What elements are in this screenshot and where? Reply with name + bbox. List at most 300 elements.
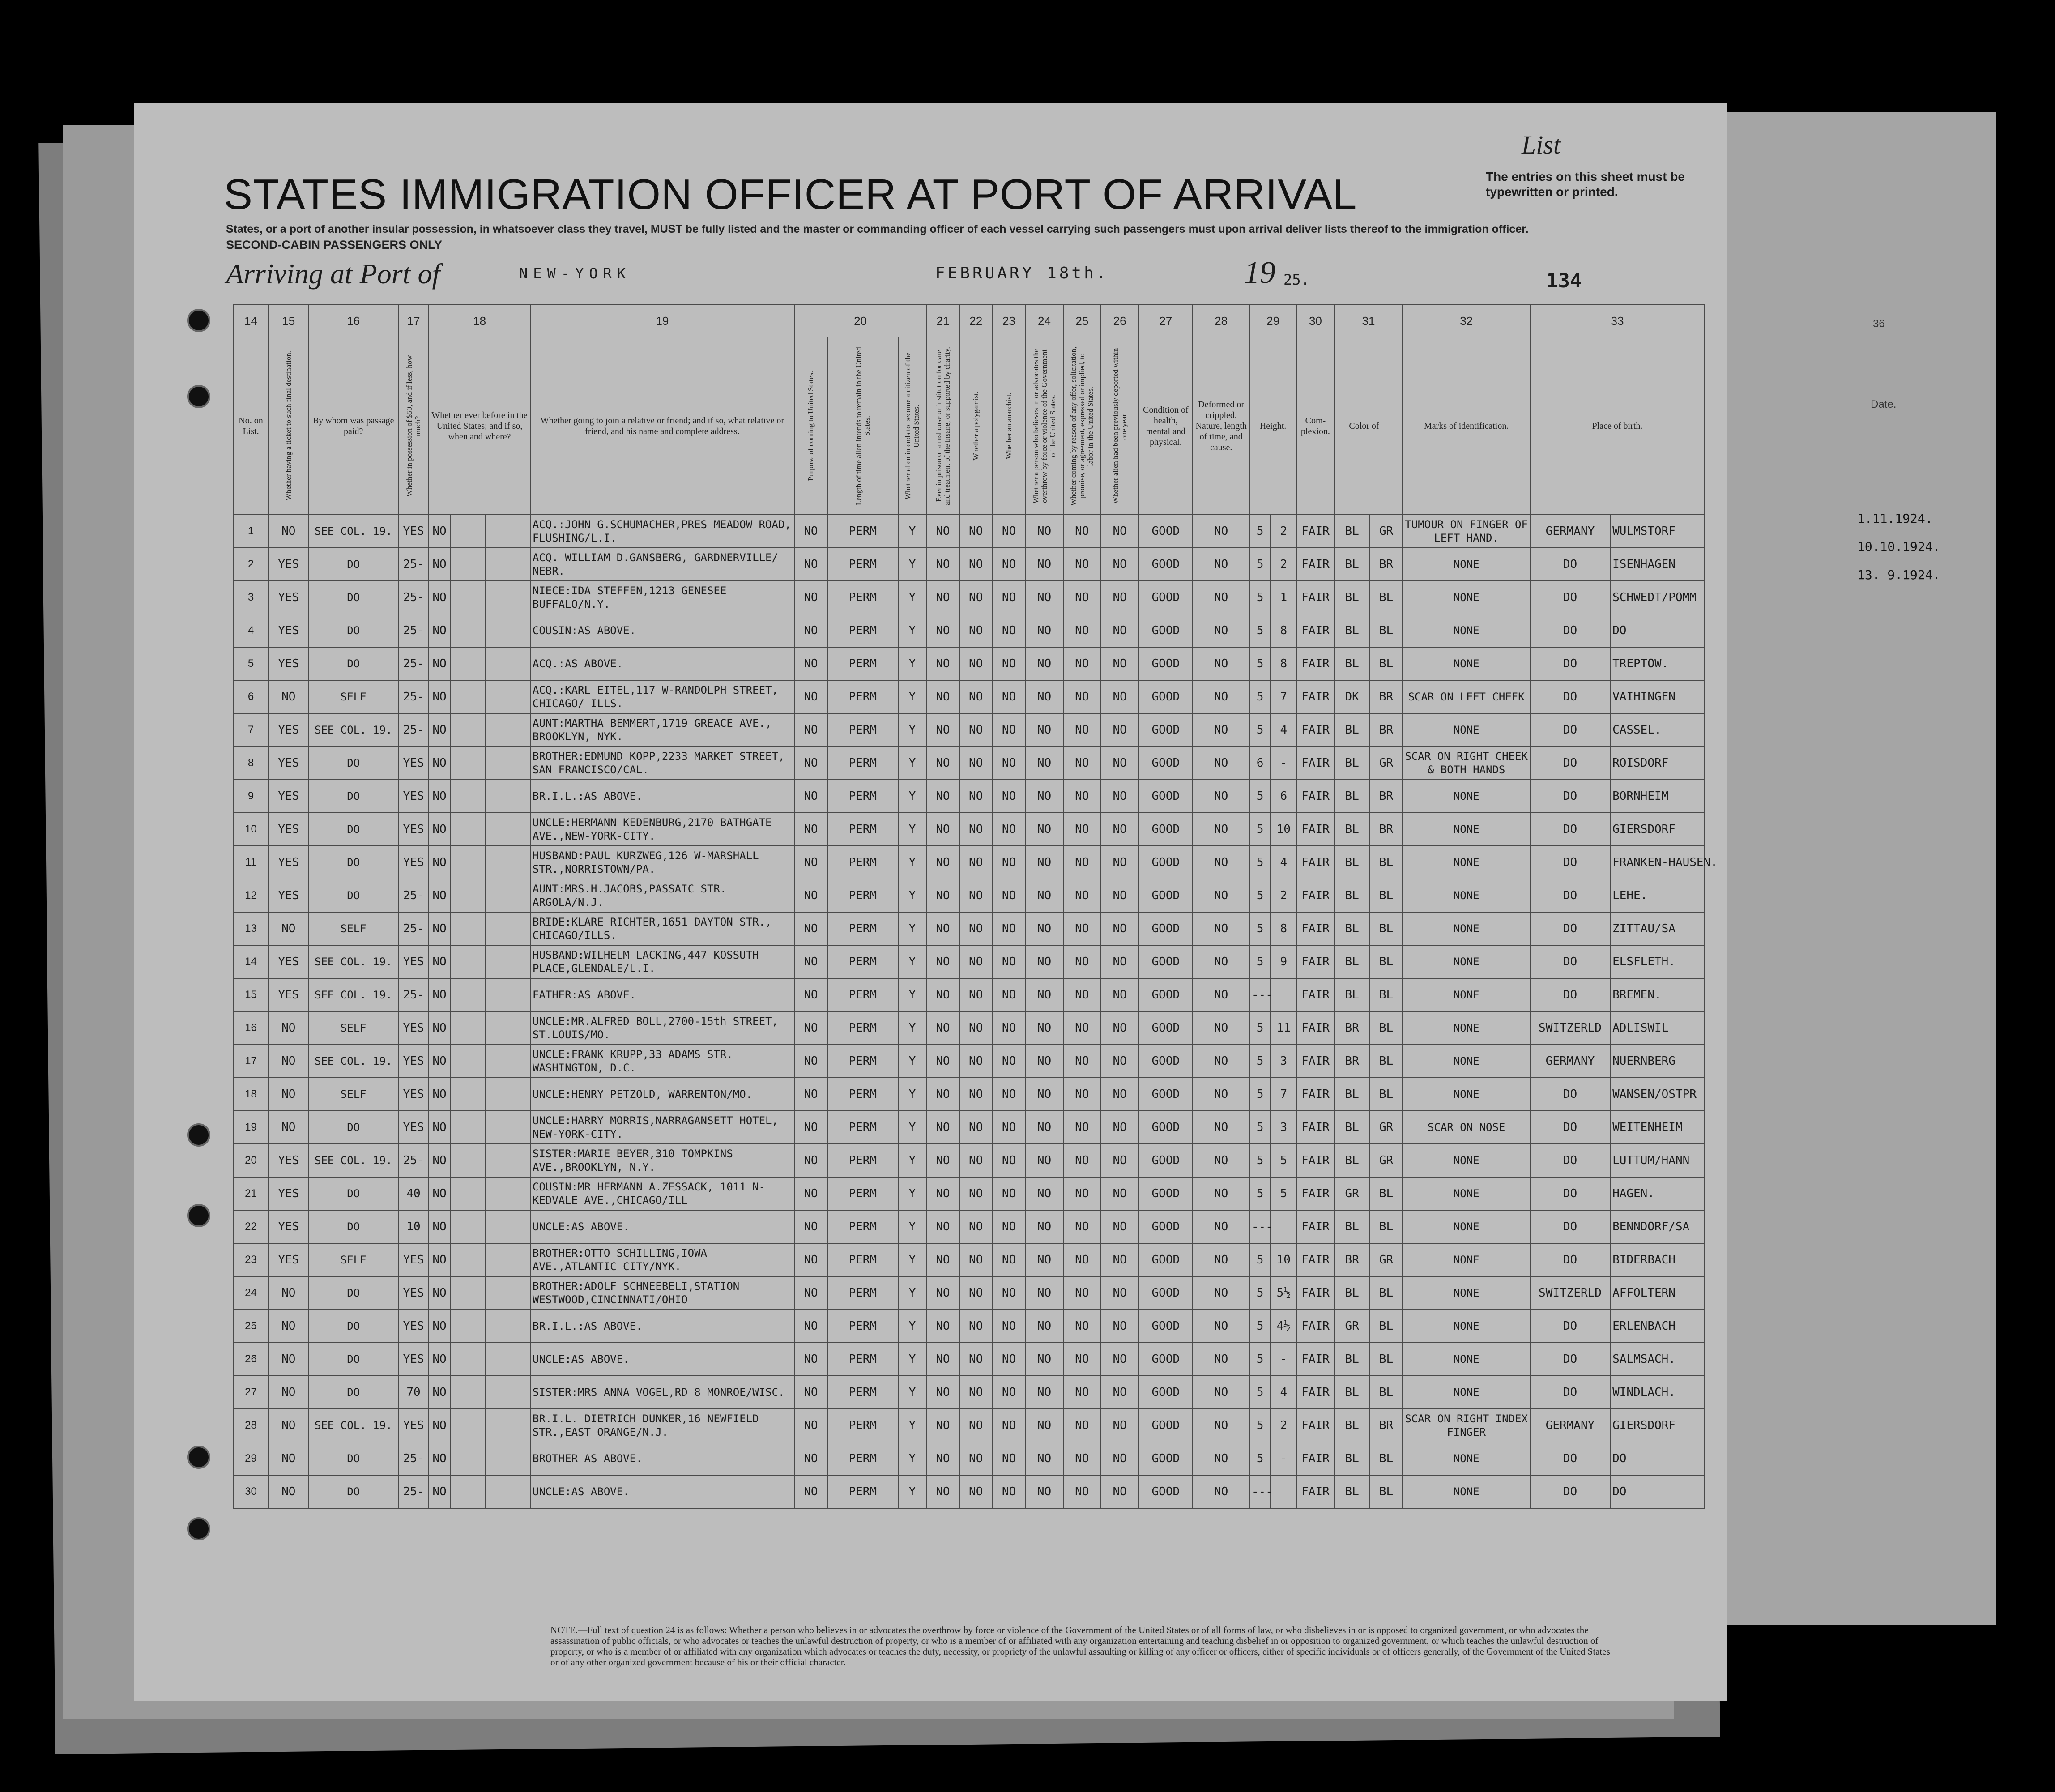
before-cell: NO (429, 912, 450, 945)
q26-cell: NO (1101, 581, 1138, 614)
q26-cell: NO (1101, 1343, 1138, 1376)
ticket-cell: YES (269, 548, 309, 581)
deformed-cell: NO (1193, 879, 1249, 912)
polygamist-cell: NO (959, 945, 993, 978)
years-cell (450, 713, 486, 747)
purpose-cell: NO (794, 1045, 827, 1078)
where-cell (486, 1111, 530, 1144)
punch-hole (187, 1204, 210, 1227)
q25-cell: NO (1063, 1011, 1101, 1045)
length-cell: PERM (827, 912, 898, 945)
citizen-cell: Y (898, 747, 926, 780)
health-cell: GOOD (1138, 1177, 1193, 1210)
inches-cell: 7 (1271, 680, 1296, 713)
polygamist-cell: NO (959, 1310, 993, 1343)
city-cell: SCHWEDT/POMM (1610, 581, 1705, 614)
q24-cell: NO (1025, 1045, 1063, 1078)
q25-cell: NO (1063, 515, 1101, 548)
eyes-cell: BL (1370, 879, 1403, 912)
marks-cell: NONE (1403, 647, 1530, 680)
where-cell (486, 978, 530, 1011)
before-cell: NO (429, 1078, 450, 1111)
feet-cell: --- (1249, 1210, 1271, 1243)
country-cell: GERMANY (1530, 515, 1610, 548)
punch-hole (187, 309, 210, 332)
col-num: 27 (1138, 305, 1193, 337)
q24-cell: NO (1025, 1409, 1063, 1442)
prison-cell: NO (926, 945, 959, 978)
before-cell: NO (429, 1045, 450, 1078)
q25-cell: NO (1063, 813, 1101, 846)
health-cell: GOOD (1138, 548, 1193, 581)
ticket-cell: YES (269, 813, 309, 846)
city-cell: WANSEN/OSTPR (1610, 1078, 1705, 1111)
header-prison: Ever in prison or almshouse or institution for care and treatment of the insane, or supported by charity. (926, 337, 959, 515)
eyes-cell: BL (1370, 1177, 1403, 1210)
complexion-cell: FAIR (1296, 1144, 1334, 1177)
inches-cell (1271, 978, 1296, 1011)
money-cell: 25- (398, 647, 429, 680)
q25-cell: NO (1063, 1409, 1101, 1442)
q25-cell: NO (1063, 1144, 1101, 1177)
before-cell: NO (429, 614, 450, 647)
complexion-cell: FAIR (1296, 813, 1334, 846)
eyes-cell: GR (1370, 1144, 1403, 1177)
inches-cell: 5 (1271, 1177, 1296, 1210)
polygamist-cell: NO (959, 548, 993, 581)
citizen-cell: Y (898, 680, 926, 713)
where-cell (486, 1475, 530, 1508)
country-cell: DO (1530, 1343, 1610, 1376)
deformed-cell: NO (1193, 846, 1249, 879)
passage-paid-cell: DO (309, 581, 398, 614)
prison-cell: NO (926, 614, 959, 647)
eyes-cell: BL (1370, 1210, 1403, 1243)
header-anarchist: Whether an anarchist. (993, 337, 1026, 515)
q25-cell: NO (1063, 1045, 1101, 1078)
marks-cell: NONE (1403, 1144, 1530, 1177)
feet-cell: 5 (1249, 1343, 1271, 1376)
q24-cell: NO (1025, 614, 1063, 647)
passage-paid-cell: DO (309, 813, 398, 846)
marks-cell: NONE (1403, 614, 1530, 647)
table-row (233, 1310, 1705, 1343)
inches-cell: 8 (1271, 614, 1296, 647)
polygamist-cell: NO (959, 1243, 993, 1276)
passage-paid-cell: SELF (309, 1078, 398, 1111)
eyes-cell: GR (1370, 1243, 1403, 1276)
relative-cell: COUSIN:AS ABOVE. (530, 614, 794, 647)
feet-cell: 5 (1249, 945, 1271, 978)
anarchist-cell: NO (993, 1475, 1026, 1508)
citizen-cell: Y (898, 1045, 926, 1078)
length-cell: PERM (827, 713, 898, 747)
complexion-cell: FAIR (1296, 879, 1334, 912)
passage-paid-cell: SEE COL. 19. (309, 1144, 398, 1177)
q25-cell: NO (1063, 614, 1101, 647)
citizen-cell: Y (898, 1409, 926, 1442)
anarchist-cell: NO (993, 713, 1026, 747)
q26-cell: NO (1101, 1310, 1138, 1343)
money-cell: YES (398, 1111, 429, 1144)
right-sheet-strip (1727, 134, 1960, 1656)
citizen-cell: Y (898, 1475, 926, 1508)
anarchist-cell: NO (993, 647, 1026, 680)
before-cell: NO (429, 1475, 450, 1508)
col-num: 30 (1296, 305, 1334, 337)
marks-cell: NONE (1403, 713, 1530, 747)
header-deformed: Deformed or crippled. Nature, length of time, and cause. (1193, 337, 1249, 515)
q26-cell: NO (1101, 1475, 1138, 1508)
row-number: 8 (233, 747, 269, 780)
complexion-cell: FAIR (1296, 1276, 1334, 1310)
q25-cell: NO (1063, 1078, 1101, 1111)
polygamist-cell: NO (959, 1442, 993, 1475)
inches-cell: 8 (1271, 912, 1296, 945)
purpose-cell: NO (794, 846, 827, 879)
table-row (233, 614, 1705, 647)
purpose-cell: NO (794, 879, 827, 912)
money-cell: 25- (398, 1475, 429, 1508)
length-cell: PERM (827, 515, 898, 548)
q25-cell: NO (1063, 945, 1101, 978)
city-cell: WULMSTORF (1610, 515, 1705, 548)
q24-cell: NO (1025, 747, 1063, 780)
ticket-cell: NO (269, 1045, 309, 1078)
table-row (233, 1442, 1705, 1475)
hair-cell: BL (1334, 1376, 1370, 1409)
health-cell: GOOD (1138, 879, 1193, 912)
anarchist-cell: NO (993, 1409, 1026, 1442)
header-q25: Whether coming by reason of any offer, solicitation, promise, or agreement, expressed or implied, to labor in the United States. (1063, 337, 1101, 515)
inches-cell: 7 (1271, 1078, 1296, 1111)
hair-cell: BL (1334, 713, 1370, 747)
years-cell (450, 1409, 486, 1442)
q26-cell: NO (1101, 945, 1138, 978)
complexion-cell: FAIR (1296, 1045, 1334, 1078)
citizen-cell: Y (898, 912, 926, 945)
inches-cell: 4½ (1271, 1310, 1296, 1343)
complexion-cell: FAIR (1296, 515, 1334, 548)
q24-cell: NO (1025, 581, 1063, 614)
inches-cell: 3 (1271, 1045, 1296, 1078)
col-num: 24 (1025, 305, 1063, 337)
city-cell: GIERSDORF (1610, 813, 1705, 846)
complexion-cell: FAIR (1296, 1177, 1334, 1210)
q26-cell: NO (1101, 1409, 1138, 1442)
purpose-cell: NO (794, 1144, 827, 1177)
health-cell: GOOD (1138, 945, 1193, 978)
q25-cell: NO (1063, 780, 1101, 813)
hair-cell: BL (1334, 1144, 1370, 1177)
prison-cell: NO (926, 1243, 959, 1276)
row-number: 12 (233, 879, 269, 912)
complexion-cell: FAIR (1296, 1343, 1334, 1376)
money-cell: 25- (398, 680, 429, 713)
anarchist-cell: NO (993, 515, 1026, 548)
length-cell: PERM (827, 879, 898, 912)
list-label: List (1522, 130, 1561, 159)
purpose-cell: NO (794, 1243, 827, 1276)
table-row (233, 1177, 1705, 1210)
country-cell: DO (1530, 680, 1610, 713)
polygamist-cell: NO (959, 1045, 993, 1078)
years-cell (450, 515, 486, 548)
header-place-of-birth: Place of birth. (1530, 337, 1705, 515)
q24-cell: NO (1025, 1243, 1063, 1276)
citizen-cell: Y (898, 1442, 926, 1475)
q24-cell: NO (1025, 912, 1063, 945)
country-cell: DO (1530, 1243, 1610, 1276)
sheet-number: 134 (1546, 269, 1582, 292)
relative-cell: ACQ.:AS ABOVE. (530, 647, 794, 680)
deformed-cell: NO (1193, 747, 1249, 780)
feet-cell: 5 (1249, 846, 1271, 879)
anarchist-cell: NO (993, 945, 1026, 978)
relative-cell: BROTHER AS ABOVE. (530, 1442, 794, 1475)
q24-cell: NO (1025, 945, 1063, 978)
where-cell (486, 1442, 530, 1475)
port-name: NEW-YORK (519, 265, 631, 282)
ticket-cell: YES (269, 647, 309, 680)
years-cell (450, 1045, 486, 1078)
citizen-cell: Y (898, 548, 926, 581)
eyes-cell: BL (1370, 1475, 1403, 1508)
row-number: 27 (233, 1376, 269, 1409)
years-cell (450, 1011, 486, 1045)
row-number: 3 (233, 581, 269, 614)
length-cell: PERM (827, 1310, 898, 1343)
relative-cell: ACQ.:KARL EITEL,117 W-RANDOLPH STREET, CHICAGO/ ILLS. (530, 680, 794, 713)
header-q26: Whether alien had been previously deported within one year. (1101, 337, 1138, 515)
before-cell: NO (429, 747, 450, 780)
purpose-cell: NO (794, 978, 827, 1011)
eyes-cell: BR (1370, 1409, 1403, 1442)
length-cell: PERM (827, 1177, 898, 1210)
eyes-cell: BL (1370, 1442, 1403, 1475)
row-number: 29 (233, 1442, 269, 1475)
row-number: 10 (233, 813, 269, 846)
where-cell (486, 680, 530, 713)
deformed-cell: NO (1193, 515, 1249, 548)
inches-cell: - (1271, 1442, 1296, 1475)
q26-cell: NO (1101, 978, 1138, 1011)
length-cell: PERM (827, 780, 898, 813)
q24-cell: NO (1025, 1111, 1063, 1144)
feet-cell: 5 (1249, 581, 1271, 614)
health-cell: GOOD (1138, 1475, 1193, 1508)
polygamist-cell: NO (959, 747, 993, 780)
ticket-cell: NO (269, 912, 309, 945)
years-cell (450, 879, 486, 912)
marks-cell: SCAR ON RIGHT CHEEK & BOTH HANDS (1403, 747, 1530, 780)
table-row (233, 978, 1705, 1011)
col-num: 33 (1530, 305, 1705, 337)
polygamist-cell: NO (959, 1177, 993, 1210)
header-polygamist: Whether a polygamist. (959, 337, 993, 515)
money-cell: YES (398, 747, 429, 780)
country-cell: DO (1530, 548, 1610, 581)
table-row (233, 1475, 1705, 1508)
where-cell (486, 1011, 530, 1045)
eyes-cell: BL (1370, 614, 1403, 647)
q25-cell: NO (1063, 1210, 1101, 1243)
passage-paid-cell: SEE COL. 19. (309, 1409, 398, 1442)
complexion-cell: FAIR (1296, 581, 1334, 614)
anarchist-cell: NO (993, 1210, 1026, 1243)
prison-cell: NO (926, 1475, 959, 1508)
ticket-cell: YES (269, 879, 309, 912)
relative-cell: BROTHER:EDMUND KOPP,2233 MARKET STREET, SAN FRANCISCO/CAL. (530, 747, 794, 780)
hair-cell: BL (1334, 846, 1370, 879)
years-cell (450, 780, 486, 813)
complexion-cell: FAIR (1296, 713, 1334, 747)
q24-cell: NO (1025, 1343, 1063, 1376)
marks-cell: NONE (1403, 1310, 1530, 1343)
before-cell: NO (429, 1210, 450, 1243)
inches-cell: 2 (1271, 548, 1296, 581)
eyes-cell: BL (1370, 1343, 1403, 1376)
ticket-cell: YES (269, 614, 309, 647)
polygamist-cell: NO (959, 515, 993, 548)
prison-cell: NO (926, 1177, 959, 1210)
anarchist-cell: NO (993, 978, 1026, 1011)
passage-paid-cell: DO (309, 780, 398, 813)
relative-cell: UNCLE:AS ABOVE. (530, 1475, 794, 1508)
health-cell: GOOD (1138, 1111, 1193, 1144)
before-cell: NO (429, 1111, 450, 1144)
years-cell (450, 1144, 486, 1177)
q26-cell: NO (1101, 680, 1138, 713)
length-cell: PERM (827, 1210, 898, 1243)
feet-cell: 5 (1249, 912, 1271, 945)
table-row (233, 1243, 1705, 1276)
ticket-cell: NO (269, 1343, 309, 1376)
citizen-cell: Y (898, 780, 926, 813)
ticket-cell: NO (269, 1111, 309, 1144)
q25-cell: NO (1063, 747, 1101, 780)
citizen-cell: Y (898, 1177, 926, 1210)
hair-cell: BL (1334, 1409, 1370, 1442)
q25-cell: NO (1063, 1243, 1101, 1276)
anarchist-cell: NO (993, 846, 1026, 879)
column-header-row (233, 337, 1705, 515)
q26-cell: NO (1101, 879, 1138, 912)
passenger-rows (233, 515, 1718, 1508)
q24-cell: NO (1025, 713, 1063, 747)
feet-cell: 5 (1249, 1442, 1271, 1475)
years-cell (450, 1343, 486, 1376)
years-cell (450, 1376, 486, 1409)
before-cell: NO (429, 1243, 450, 1276)
passage-paid-cell: DO (309, 747, 398, 780)
money-cell: 10 (398, 1210, 429, 1243)
hair-cell: BL (1334, 581, 1370, 614)
q24-cell: NO (1025, 647, 1063, 680)
complexion-cell: FAIR (1296, 1011, 1334, 1045)
before-cell: NO (429, 1144, 450, 1177)
citizen-cell: Y (898, 1243, 926, 1276)
row-number: 17 (233, 1045, 269, 1078)
ticket-cell: NO (269, 1409, 309, 1442)
hair-cell: BL (1334, 912, 1370, 945)
money-cell: 25- (398, 978, 429, 1011)
anarchist-cell: NO (993, 548, 1026, 581)
deformed-cell: NO (1193, 1276, 1249, 1310)
relative-cell: BR.I.L. DIETRICH DUNKER,16 NEWFIELD STR.,EAST ORANGE/N.J. (530, 1409, 794, 1442)
prison-cell: NO (926, 680, 959, 713)
passage-paid-cell: SELF (309, 680, 398, 713)
country-cell: DO (1530, 813, 1610, 846)
marks-cell: SCAR ON RIGHT INDEX FINGER (1403, 1409, 1530, 1442)
feet-cell: 5 (1249, 1045, 1271, 1078)
city-cell: ISENHAGEN (1610, 548, 1705, 581)
before-cell: NO (429, 647, 450, 680)
years-cell (450, 1177, 486, 1210)
complexion-cell: FAIR (1296, 1111, 1334, 1144)
deformed-cell: NO (1193, 1442, 1249, 1475)
table-row (233, 813, 1705, 846)
q24-cell: NO (1025, 1210, 1063, 1243)
passage-paid-cell: SELF (309, 1011, 398, 1045)
manifest-sheet (134, 103, 1727, 1701)
q24-cell: NO (1025, 813, 1063, 846)
anarchist-cell: NO (993, 680, 1026, 713)
complexion-cell: FAIR (1296, 1310, 1334, 1343)
row-number: 2 (233, 548, 269, 581)
punch-hole (187, 1446, 210, 1469)
col-num: 18 (429, 305, 530, 337)
polygamist-cell: NO (959, 912, 993, 945)
q26-cell: NO (1101, 548, 1138, 581)
years-cell (450, 1475, 486, 1508)
complexion-cell: FAIR (1296, 647, 1334, 680)
polygamist-cell: NO (959, 713, 993, 747)
money-cell: 40 (398, 1177, 429, 1210)
deformed-cell: NO (1193, 647, 1249, 680)
inches-cell: 8 (1271, 647, 1296, 680)
table-row (233, 945, 1705, 978)
table-row (233, 912, 1705, 945)
relative-cell: UNCLE:FRANK KRUPP,33 ADAMS STR. WASHINGTON, D.C. (530, 1045, 794, 1078)
health-cell: GOOD (1138, 1442, 1193, 1475)
inches-cell (1271, 1210, 1296, 1243)
before-cell: NO (429, 945, 450, 978)
complexion-cell: FAIR (1296, 614, 1334, 647)
eyes-cell: BR (1370, 713, 1403, 747)
passage-paid-cell: SEE COL. 19. (309, 978, 398, 1011)
complexion-cell: FAIR (1296, 1409, 1334, 1442)
feet-cell: 5 (1249, 1078, 1271, 1111)
deformed-cell: NO (1193, 1011, 1249, 1045)
citizen-cell: Y (898, 1343, 926, 1376)
where-cell (486, 647, 530, 680)
ticket-cell: YES (269, 846, 309, 879)
length-cell: PERM (827, 548, 898, 581)
years-cell (450, 614, 486, 647)
passage-paid-cell: DO (309, 1177, 398, 1210)
col-num: 15 (269, 305, 309, 337)
ticket-cell: YES (269, 1243, 309, 1276)
table-row (233, 1111, 1705, 1144)
purpose-cell: NO (794, 1442, 827, 1475)
hair-cell: BL (1334, 813, 1370, 846)
relative-cell: NIECE:IDA STEFFEN,1213 GENESEE BUFFALO/N.Y. (530, 581, 794, 614)
purpose-cell: NO (794, 945, 827, 978)
prison-cell: NO (926, 879, 959, 912)
anarchist-cell: NO (993, 581, 1026, 614)
feet-cell: 5 (1249, 1310, 1271, 1343)
